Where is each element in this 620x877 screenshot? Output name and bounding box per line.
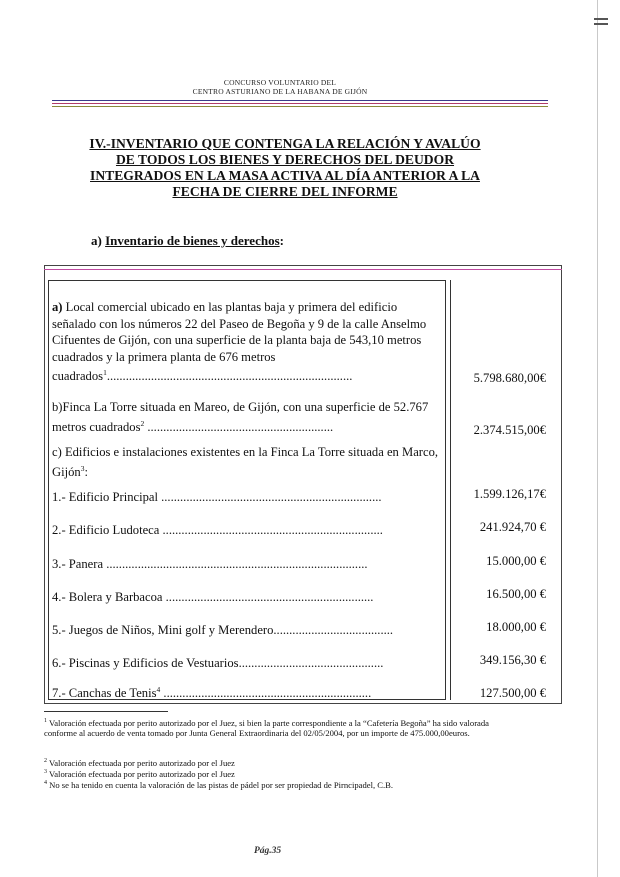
item-c-marker: c) [52, 445, 62, 459]
header-rule [52, 106, 548, 107]
row-label: 3.- Panera [52, 557, 107, 571]
subsection-marker: a) [91, 233, 102, 248]
item-a-marker: a) [52, 300, 63, 314]
inventory-row [52, 655, 444, 671]
row-amount: 127.500,00 € [479, 686, 546, 700]
footnote-separator [44, 711, 168, 712]
inventory-row [52, 489, 444, 505]
footnote-number: 4 [44, 780, 47, 786]
row-amount: 1.599.126,17€ [473, 487, 546, 501]
item-a-description [52, 299, 444, 385]
item-a-footnote-ref: 1 [103, 368, 107, 377]
row-leader: .................................................................. [160, 686, 372, 701]
scan-edge-mark [594, 18, 608, 20]
item-b-description [52, 399, 444, 435]
section-title-line-2: DE TODOS LOS BIENES Y DERECHOS DEL DEUDOR [115, 152, 455, 167]
row-amount: 18.000,00 € [486, 620, 546, 634]
table-frame-tint [44, 269, 562, 270]
footnote-text: Valoración efectuada por perito autorizado por el Juez [47, 757, 235, 768]
section-title-line-3: INTEGRADOS EN LA MASA ACTIVA AL DÍA ANTERIOR A LA [90, 168, 480, 183]
row-amount: 15.000,00 € [486, 554, 546, 568]
item-a-amount: 5.798.680,00€ [473, 371, 546, 385]
row-label: 6.- Piscinas y Edificios de Vestuarios [52, 656, 239, 670]
item-a-text: Local comercial ubicado en las plantas baja y primera del edificio señalado con los números 22 del Paseo de Begoña y 9 de la calle Anselmo Cifuentes de Gijón, con una superficie de la planta baja de 543,10 metros cuadrados y la primera planta de 676 metros cuadrados [52, 300, 427, 384]
row-label: 5.- Juegos de Niños, Mini golf y Merendero [52, 623, 274, 637]
row-leader: ................................................................................... [106, 557, 368, 571]
item-c-footnote-ref: 3 [80, 463, 85, 473]
footnote-text: No se ha tenido en cuenta la valoración de las pistas de pádel por ser propiedad de Pirncipadel, C.B. [47, 779, 394, 790]
item-c-colon: : [84, 464, 88, 479]
inventory-row [52, 556, 444, 572]
row-label: 4.- Bolera y Barbacoa [52, 590, 166, 604]
footnote-4 [44, 778, 514, 790]
section-title-line-1: IV.-INVENTARIO QUE CONTENGA LA RELACIÓN Y AVALÚO [89, 136, 481, 151]
header-rule [52, 100, 548, 101]
row-label: 2.- Edificio Ludoteca [52, 523, 163, 537]
footnote-text: Valoración efectuada por perito autorizado por el Juez, si bien la parte correspondiente a la “Cafetería Begoña” ha sido valorada conforme al acuerdo de venta tomado por Junta General Extraordinaria del 02/05/2004, por un importe de 475.000,00euros. [44, 717, 489, 739]
footnote-number: 1 [44, 718, 47, 724]
inventory-row [52, 589, 444, 605]
item-a-leader: .............................................................................. [106, 369, 353, 384]
item-b-leader: ........................................................... [144, 419, 334, 434]
subsection-colon: : [279, 233, 284, 248]
inventory-row [52, 522, 444, 538]
row-label: 1.- Edificio Principal [52, 490, 162, 504]
footnote-number: 2 [44, 758, 47, 764]
item-b-marker: b) [52, 400, 63, 414]
row-leader: ...................................................................... [162, 523, 383, 537]
inventory-table-divider [450, 280, 451, 700]
item-b-amount: 2.374.515,00€ [473, 423, 546, 437]
item-c-text: Edificios e instalaciones existentes en la Finca La Torre situada en Marco, Gijón [52, 445, 439, 479]
row-amount: 241.924,70 € [479, 520, 546, 534]
scan-edge-mark [594, 23, 608, 25]
row-leader: ...................................................................... [161, 490, 382, 504]
subsection-heading [91, 233, 284, 249]
footnote-1 [44, 716, 514, 739]
section-title-line-4: FECHA DE CIERRE DEL INFORME [172, 184, 398, 199]
subsection-label: Inventario de bienes y derechos [105, 233, 280, 248]
page-number: Pág.35 [254, 846, 282, 856]
row-leader: .............................................. [238, 656, 384, 670]
footnote-text: Valoración efectuada por perito autorizado por el Juez [47, 768, 235, 779]
row-footnote-ref: 4 [156, 685, 161, 694]
item-b-footnote-ref: 2 [140, 418, 145, 428]
row-amount: 349.156,30 € [479, 653, 546, 667]
row-leader: .................................................................. [165, 590, 374, 604]
running-header-line-1: CONCURSO VOLUNTARIO DEL [223, 78, 337, 87]
inventory-row [52, 622, 444, 638]
header-rule [52, 103, 548, 104]
scan-edge-line [597, 0, 598, 877]
running-header-line-2: CENTRO ASTURIANO DE LA HABANA DE GIJÓN [192, 87, 368, 96]
inventory-row [52, 682, 444, 701]
item-b-text: Finca La Torre situada en Mareo, de Gijón, con una superficie de 52.767 metros cuadrados [52, 400, 429, 434]
row-leader: ...................................... [273, 623, 394, 637]
footnote-number: 3 [44, 769, 47, 775]
row-amount: 16.500,00 € [486, 587, 546, 601]
item-c-description [52, 444, 444, 480]
row-label: 7.- Canchas de Tenis [52, 686, 157, 701]
